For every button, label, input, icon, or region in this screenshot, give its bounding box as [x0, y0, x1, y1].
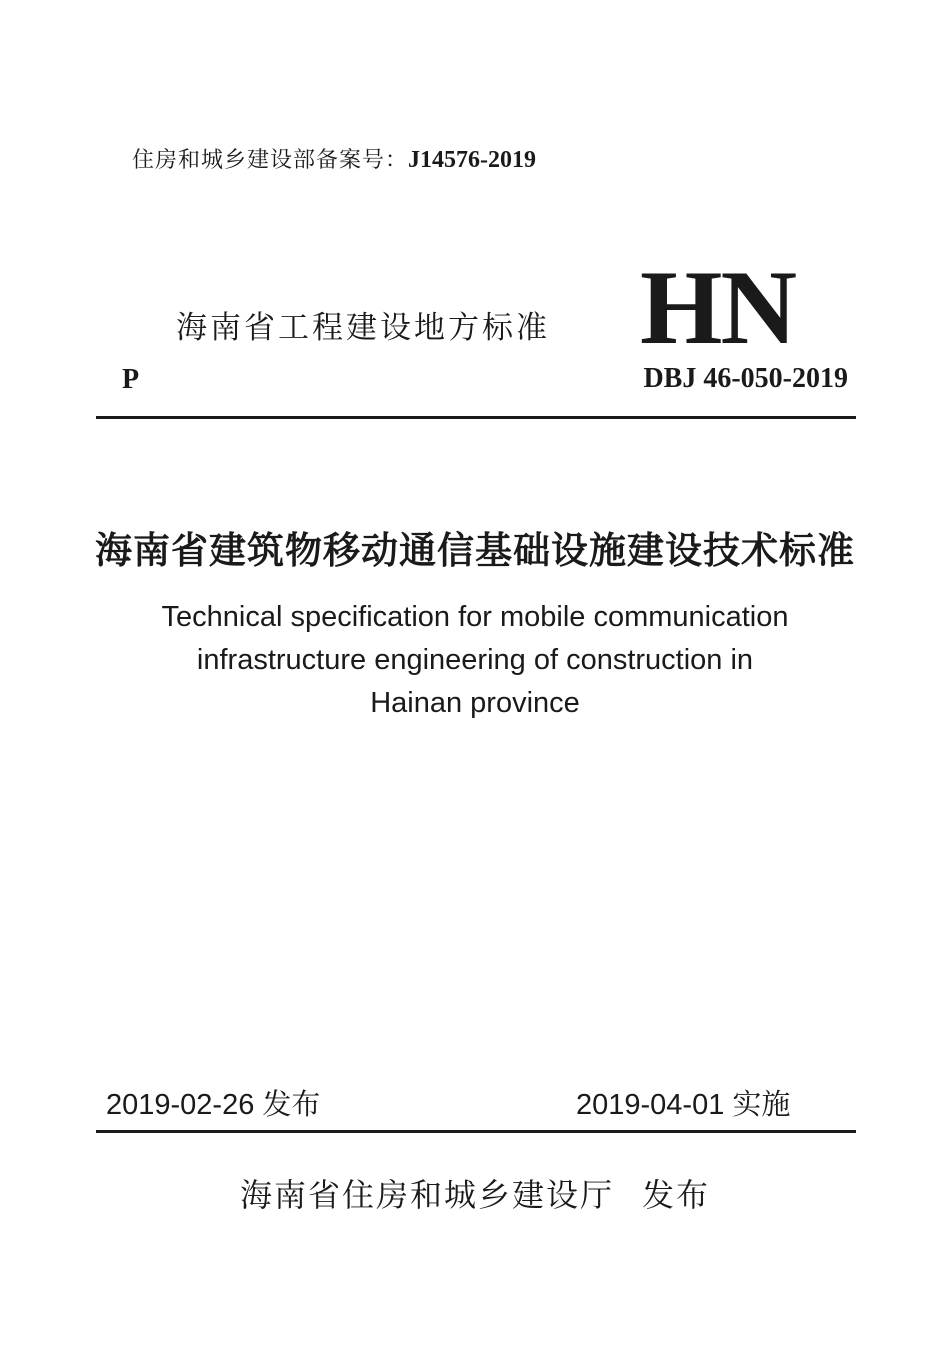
title-english-line-2: infrastructure engineering of construction in	[196, 644, 754, 676]
publisher-action: 发布	[642, 1176, 711, 1214]
issue-date: 2019-02-26 发布	[106, 1089, 321, 1121]
standard-category: 海南省工程建设地方标准	[176, 310, 550, 346]
hn-logo: HN	[640, 249, 795, 366]
publisher-name: 海南省住房和城乡建设厅	[239, 1176, 614, 1214]
publisher	[0, 1170, 950, 1216]
title-english-line-1: Technical specification for mobile communication	[161, 601, 789, 633]
title-english	[0, 596, 950, 725]
top-divider	[96, 416, 856, 419]
title-chinese: 海南省建筑物移动通信基础设施建设技术标准	[95, 529, 855, 572]
classification-letter: P	[122, 364, 140, 395]
filing-record	[132, 143, 536, 174]
standard-code: DBJ 46-050-2019	[643, 363, 848, 394]
filing-number: J14576-2019	[408, 147, 537, 173]
implementation-date: 2019-04-01 实施	[576, 1089, 791, 1121]
bottom-divider	[96, 1130, 856, 1133]
filing-label: 住房和城乡建设部备案号：	[132, 148, 409, 173]
title-english-line-3: Hainan province	[370, 687, 580, 719]
